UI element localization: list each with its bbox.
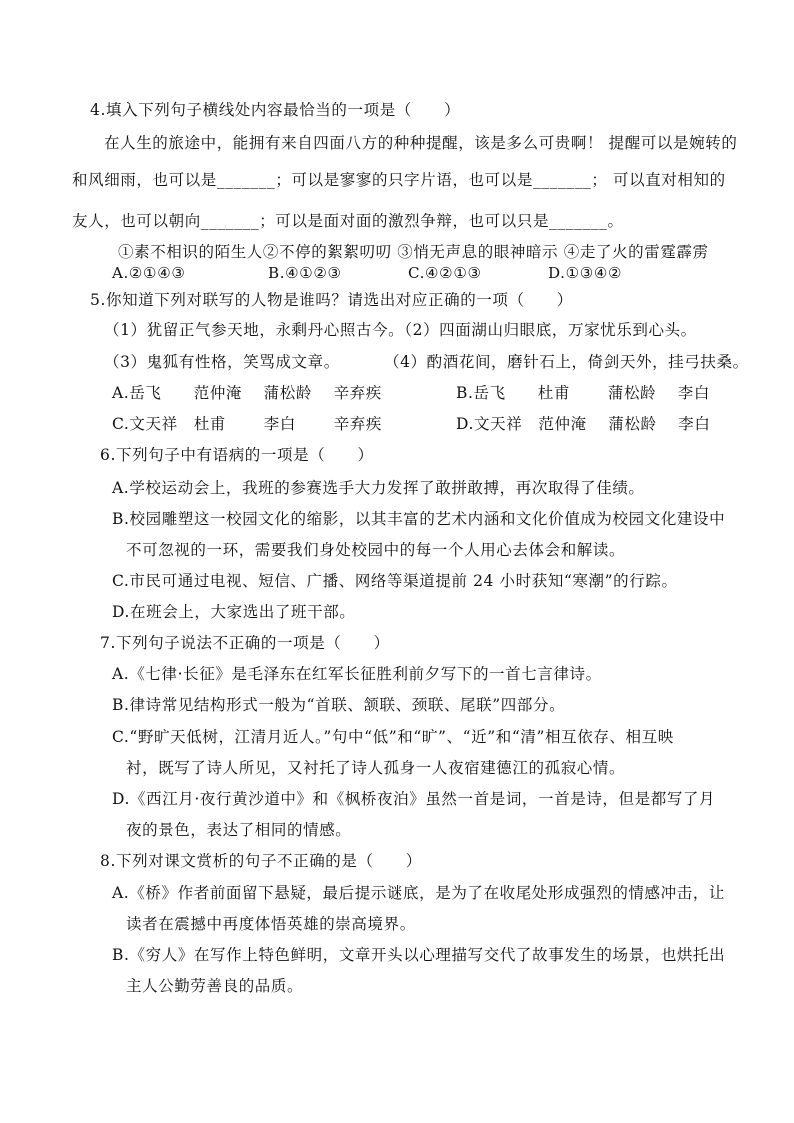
q5-couplet-4: （4）酌酒花间，磨针石上，倚剑天外，挂弓扶桑。 bbox=[384, 353, 749, 371]
q4-paragraph-line-1: 在人生的旅途中，能拥有来自四面八方的种种提醒，该是多么可贵啊！ 提醒可以是婉转的 bbox=[104, 134, 738, 152]
q7-stem: 7.下列句子说法不正确的一项是（ ） bbox=[100, 634, 390, 652]
q4-option-c: C.④②①③ bbox=[408, 264, 482, 282]
q7-option-d-line-1: D.《西江月·夜行黄沙道中》和《枫桥夜泊》虽然一首是词，一首是诗，但是都写了月 bbox=[112, 790, 716, 808]
q4-option-d: D.①③④② bbox=[548, 264, 623, 282]
q5-couplet-3: （3）鬼狐有性格，笑骂成文章。 bbox=[104, 353, 340, 371]
q6-option-a: A.学校运动会上，我班的参赛选手大力发挥了敢拼敢搏，再次取得了佳绩。 bbox=[112, 479, 645, 497]
q6-option-d: D.在班会上，大家选出了班干部。 bbox=[112, 603, 356, 621]
q6-option-b-line-1: B.校园雕塑这一校园文化的缩影，以其丰富的艺术内涵和文化价值成为校园文化建设中 bbox=[112, 510, 726, 528]
q5-option-c: C.文天祥 杜甫 李白 辛弃疾 bbox=[112, 415, 382, 433]
q4-option-b: B.④①②③ bbox=[268, 264, 342, 282]
q4-choices: ①素不相识的陌生人②不停的絮絮叨叨 ③悄无声息的眼神暗示 ④走了火的雷霆霹雳 bbox=[118, 243, 709, 261]
q7-option-c-line-1: C.“野旷天低树，江清月近人。”句中“低”和“旷”、“近”和“清”相互依存、相互映 bbox=[112, 728, 674, 746]
q5-couplet-1-2: （1）犹留正气参天地，永剩丹心照古今。（2）四面湖山归眼底，万家忧乐到心头。 bbox=[104, 321, 697, 339]
q7-option-a: A.《七律·长征》是毛泽东在红军长征胜利前夕写下的一首七言律诗。 bbox=[112, 665, 602, 683]
q8-option-a-line-2: 读者在震撼中再度体悟英雄的崇高境界。 bbox=[126, 915, 416, 933]
q8-option-a-line-1: A.《桥》作者前面留下悬疑，最后提示谜底，是为了在收尾处形成强烈的情感冲击，让 bbox=[112, 884, 726, 902]
q6-option-c: C.市民可通过电视、短信、广播、网络等渠道提前 24 小时获知“寒潮”的行踪。 bbox=[112, 572, 678, 590]
q7-option-d-line-2: 夜的景色，表达了相同的情感。 bbox=[126, 821, 352, 839]
q5-option-d: D.文天祥 范仲淹 蒲松龄 李白 bbox=[456, 415, 711, 433]
q4-paragraph-line-3: 友人，也可以朝向_______；可以是面对面的激烈争辩，也可以只是_______。 bbox=[72, 212, 624, 230]
q7-option-c-line-2: 衬，既写了诗人所见，又衬托了诗人孤身一人夜宿建德江的孤寂心情。 bbox=[126, 759, 626, 777]
q7-option-b: B.律诗常见结构形式一般为“首联、颔联、颈联、尾联”四部分。 bbox=[112, 696, 566, 714]
q6-stem: 6.下列句子中有语病的一项是（ ） bbox=[100, 446, 374, 464]
q6-option-b-line-2: 不可忽视的一环，需要我们身处校园中的每一个人用心去体会和解读。 bbox=[126, 541, 626, 559]
q5-option-b: B.岳飞 杜甫 蒲松龄 李白 bbox=[456, 384, 710, 402]
q5-option-a: A.岳飞 范仲淹 蒲松龄 辛弃疾 bbox=[112, 384, 382, 402]
q4-paragraph-line-2: 和风细雨，也可以是_______；可以是寥寥的只字片语，也可以是_______； 可以直对相知的 bbox=[72, 171, 726, 189]
q4-options bbox=[0, 263, 794, 283]
q8-stem: 8.下列对课文赏析的句子不正确的是（ ） bbox=[100, 852, 422, 870]
q8-option-b-line-2: 主人公勤劳善良的品质。 bbox=[126, 977, 304, 995]
q5-stem: 5.你知道下列对联写的人物是谁吗？请选出对应正确的一项（ ） bbox=[90, 291, 573, 309]
q8-option-b-line-1: B.《穷人》在写作上特色鲜明，文章开头以心理描写交代了故事发生的场景，也烘托出 bbox=[112, 946, 726, 964]
q4-stem: 4.填入下列句子横线处内容最恰当的一项是（ ） bbox=[90, 101, 461, 119]
q4-option-a: A.②①④③ bbox=[112, 264, 186, 282]
